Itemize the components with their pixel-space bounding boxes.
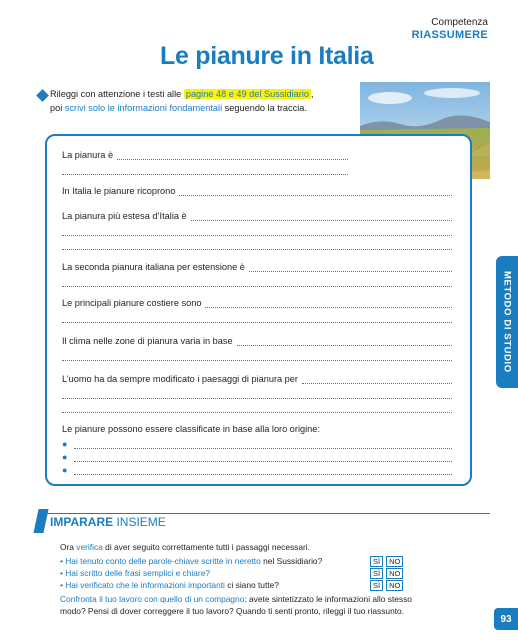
check-blue: frasi semplici e chiare	[124, 568, 206, 578]
check-2-answers	[370, 568, 406, 579]
instruction-text	[34, 87, 370, 115]
answer-line[interactable]	[62, 235, 452, 236]
answer-line[interactable]	[62, 360, 452, 361]
answer-dots	[179, 187, 452, 196]
bullet-icon: ●	[62, 439, 68, 449]
competenza-value: RIASSUMERE	[411, 29, 488, 41]
final-a: : avete sintetizzato le informazioni allo stesso	[244, 594, 412, 604]
answer-line[interactable]	[62, 174, 348, 175]
competenza-label: Competenza	[431, 17, 488, 28]
answer-line[interactable]	[62, 398, 452, 399]
check-b: ?	[205, 568, 211, 578]
prompt-label: La pianura più estesa d’Italia è	[62, 211, 187, 221]
check-blue: informazioni importanti	[140, 580, 225, 590]
answer-dots	[249, 263, 452, 272]
prompt-label: Il clima nelle zone di pianura varia in base	[62, 336, 233, 346]
instruction-part1: Rileggi con attenzione i testi alle	[50, 89, 182, 99]
bullet-icon: ●	[62, 465, 68, 475]
final-note-line-2	[60, 606, 404, 616]
instruction-part3: poi	[50, 103, 63, 113]
imparare-intro	[60, 542, 310, 552]
imparare-title-rest: INSIEME	[113, 515, 166, 529]
yes-checkbox[interactable]: SÌ	[370, 580, 383, 591]
instruction-highlight: pagine 48 e 49 del Sussidiario	[185, 89, 309, 99]
imparare-title	[40, 515, 166, 529]
prompt-line-2[interactable]	[62, 186, 452, 196]
check-a: • Hai tenuto conto delle	[60, 556, 147, 566]
origin-bullet-1[interactable]	[62, 439, 452, 449]
answer-line[interactable]	[62, 412, 452, 413]
check-item-2	[60, 568, 210, 578]
intro-blue: verifica	[76, 542, 103, 552]
side-tab-text: METODO DI STUDIO	[501, 271, 513, 373]
intro-b: di aver seguito correttamente tutti i passaggi necessari.	[105, 542, 310, 552]
yes-checkbox[interactable]: SÌ	[370, 568, 383, 579]
answer-dots	[74, 466, 452, 475]
answer-line[interactable]	[62, 286, 452, 287]
prompt-line-7[interactable]	[62, 374, 452, 384]
check-a: • Hai verificato che le	[60, 580, 139, 590]
side-tab-label	[497, 256, 517, 388]
imparare-divider	[38, 513, 490, 514]
no-checkbox[interactable]: NO	[386, 556, 403, 567]
check-blue: parole-chiave scritte in neretto	[148, 556, 261, 566]
prompt-line-4[interactable]	[62, 262, 452, 272]
instruction-part4: seguendo la traccia.	[224, 103, 307, 113]
check-b: ci siano tutte?	[227, 580, 279, 590]
imparare-title-bold: IMPARARE	[50, 515, 114, 529]
answer-dots	[74, 440, 452, 449]
instruction-key-phrase: scrivi solo le informazioni fondamentali	[64, 103, 223, 113]
page-number: 93	[494, 608, 518, 630]
prompt-line-1[interactable]	[62, 150, 348, 160]
final-note-line-1	[60, 594, 412, 604]
prompt-line-8	[62, 424, 452, 434]
final-b: modo? Pensi di dover correggere il tuo lavoro? Quando ti senti pronto, rileggi il tuo riassunto.	[60, 606, 405, 616]
answer-dots	[191, 212, 452, 221]
answer-line[interactable]	[62, 249, 452, 250]
yes-checkbox[interactable]: SÌ	[370, 556, 383, 567]
prompt-line-6[interactable]	[62, 336, 452, 346]
origin-bullet-2[interactable]	[62, 452, 452, 462]
origin-bullet-3[interactable]	[62, 465, 452, 475]
check-a: • Hai scritto delle	[60, 568, 123, 578]
prompt-label: In Italia le pianure ricoprono	[62, 186, 176, 196]
instruction-comma: ,	[310, 89, 314, 99]
answer-dots	[205, 299, 452, 308]
no-checkbox[interactable]: NO	[386, 568, 403, 579]
prompt-label: L’uomo ha da sempre modificato i paesaggi di pianura per	[62, 374, 298, 384]
prompt-line-3[interactable]	[62, 211, 452, 221]
prompt-line-5[interactable]	[62, 298, 452, 308]
prompt-label: Le pianure possono essere classificate in base alla loro origine:	[62, 424, 320, 434]
check-3-answers	[370, 580, 406, 591]
answer-dots	[74, 453, 452, 462]
intro-a: Ora	[60, 542, 74, 552]
no-checkbox[interactable]: NO	[386, 580, 403, 591]
page-title: Le pianure in Italia	[160, 42, 374, 70]
check-item-3	[60, 580, 279, 590]
prompt-label: La seconda pianura italiana per estensione è	[62, 262, 245, 272]
final-blue: Confronta il tuo lavoro con quello di un compagno	[60, 594, 245, 604]
bullet-icon: ●	[62, 452, 68, 462]
answer-dots	[237, 337, 452, 346]
prompt-label: La pianura è	[62, 150, 114, 160]
prompt-label: Le principali pianure costiere sono	[62, 298, 202, 308]
check-b: nel Sussidiario?	[263, 556, 323, 566]
answer-dots	[117, 151, 348, 160]
check-1-answers	[370, 556, 406, 567]
answer-line[interactable]	[62, 322, 452, 323]
answer-dots	[302, 375, 452, 384]
check-item-1	[60, 556, 322, 566]
